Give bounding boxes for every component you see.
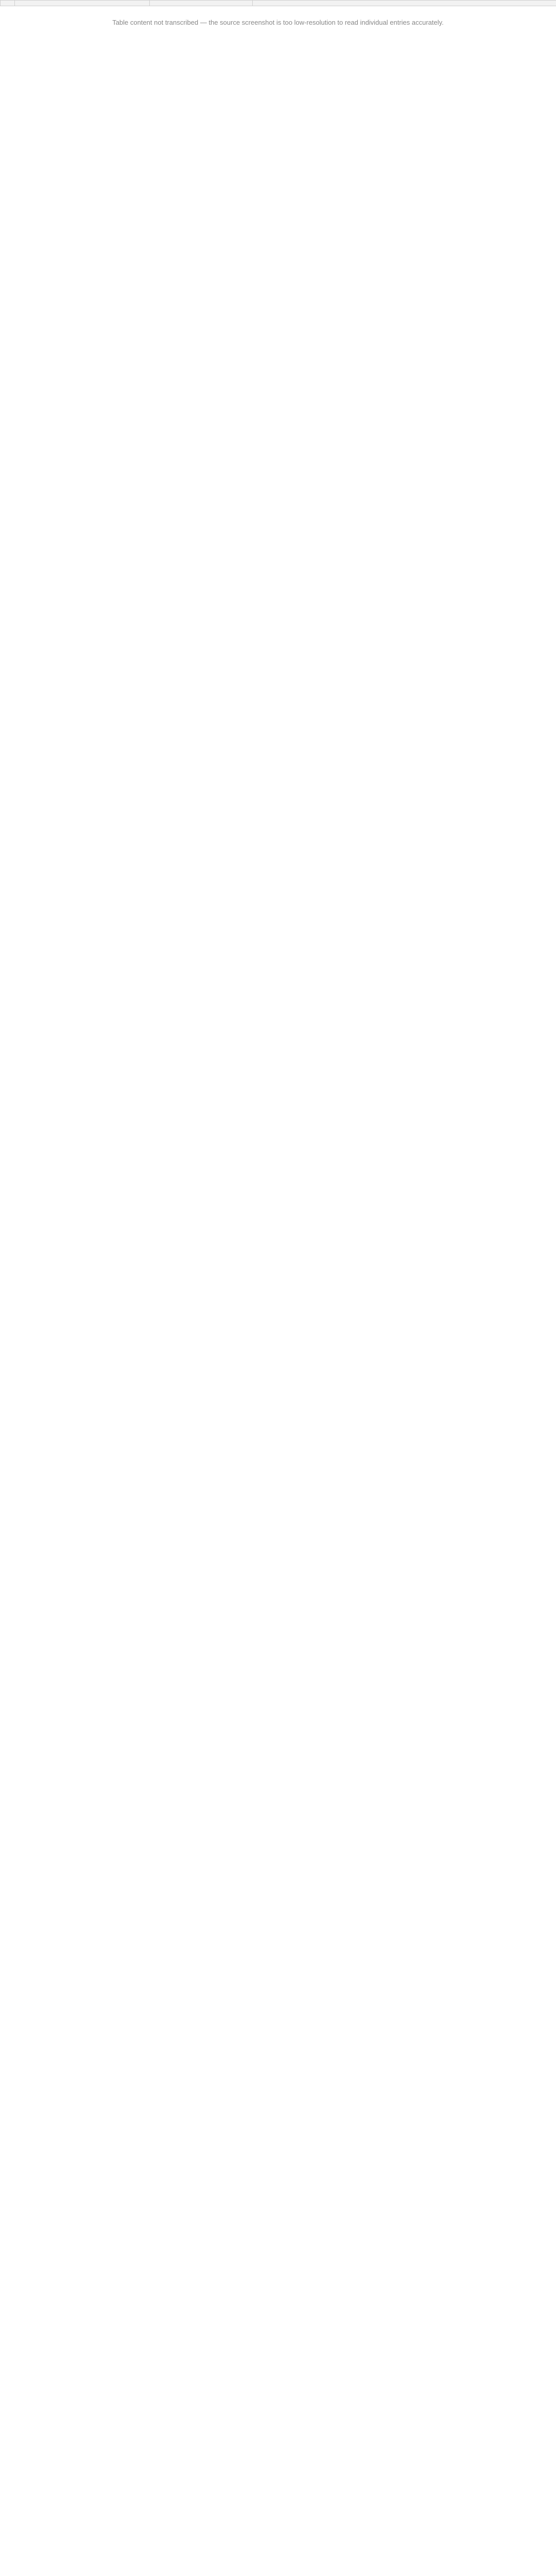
header-journal	[150, 1, 253, 6]
header-title	[15, 1, 150, 6]
header-no	[1, 1, 15, 6]
transcription-notice: Table content not transcribed — the source screenshot is too low-resolution to read individual entries accurately.	[112, 19, 444, 26]
table-header-row	[1, 1, 556, 6]
publication-table	[0, 0, 556, 6]
header-authors	[253, 1, 556, 6]
publication-list-page	[0, 0, 556, 39]
